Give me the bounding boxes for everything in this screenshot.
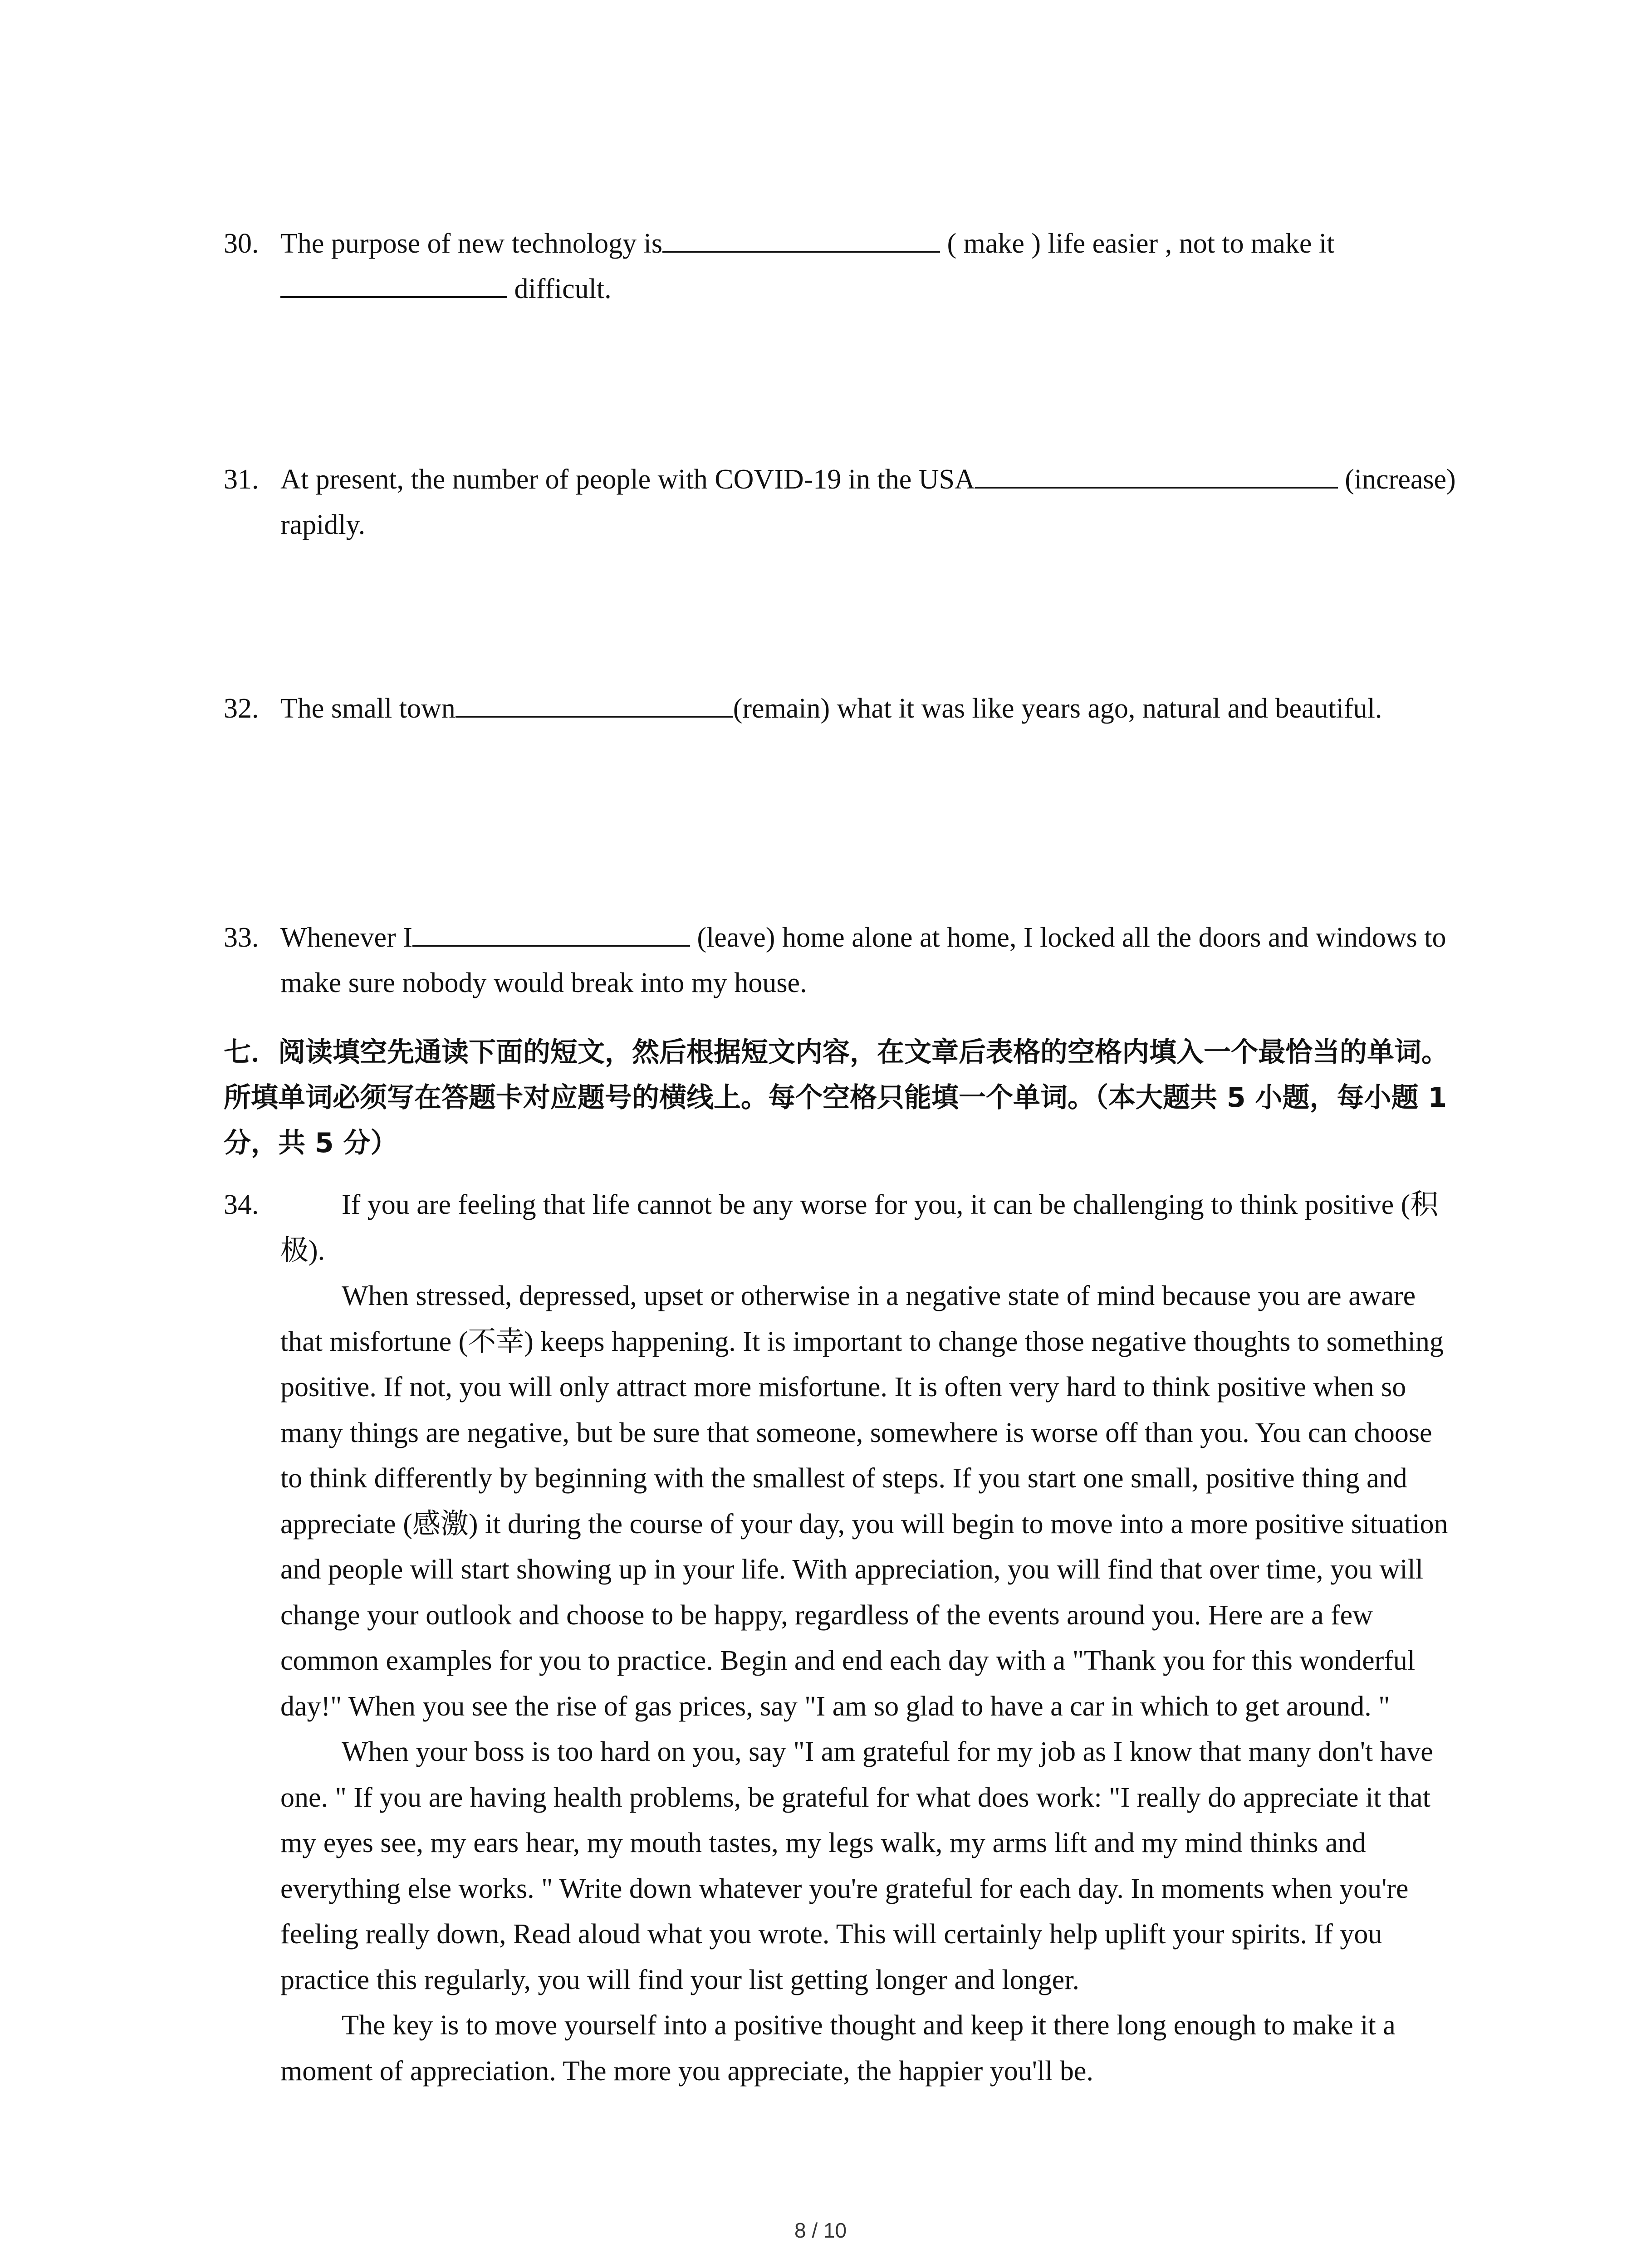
question-text: The purpose of new technology is ( make ) life easier , not to make it difficult. <box>280 221 1458 312</box>
passage-body <box>280 1182 1458 2094</box>
question-number: 30. <box>224 228 259 259</box>
question-text: Whenever I (leave) home alone at home, I locked all the doors and windows to make sure nobody would break into my house. <box>280 915 1458 1006</box>
page-number: 8 / 10 <box>794 2219 847 2242</box>
answer-blank[interactable] <box>662 223 940 253</box>
answer-blank[interactable] <box>412 917 690 947</box>
answer-blank[interactable] <box>280 268 507 298</box>
answer-blank[interactable] <box>456 688 733 718</box>
question-number: 33. <box>224 922 259 953</box>
passage-paragraph: When your boss is too hard on you, say "I am grateful for my job as I know that many don't have one. " If you are having health problems, be grateful for what does work: "I really do appreciate it that my eyes see, my ears hear, my mouth tastes, my legs walk, my arms lift and my mind thinks and everything else works. " Write down whatever you're grateful for each day. In moments when you're feeling really down, Read aloud what you wrote. This will certainly help uplift your spirits. If you practice this regularly, you will find your list getting longer and longer. <box>280 1736 1433 1995</box>
passage-paragraph: When stressed, depressed, upset or otherwise in a negative state of mind because you are aware that misfortune (不幸) keeps happening. It is important to change those negative thoughts to something positive. If not, you will only attract more misfortune. It is often very hard to think positive when so many things are negative, but be sure that someone, somewhere is worse off than you. You can choose to think differently by beginning with the smallest of steps. If you start one small, positive thing and appreciate (感激) it during the course of your day, you will begin to move into a more positive situation and people will start showing up in your life. With appreciation, you will find that over time, you will change your outlook and choose to be happy, regardless of the events around you. Here are a few common examples for you to practice. Begin and end each day with a "Thank you for this wonderful day!" When you see the rise of gas prices, say "I am so glad to have a car in which to get around. " <box>280 1281 1448 1722</box>
passage-paragraph: The key is to move yourself into a positive thought and keep it there long enough to make it a moment of appreciation. The more you appreciate, the happier you'll be. <box>280 2010 1396 2087</box>
question-number: 34. <box>224 1189 259 1220</box>
question-number: 31. <box>224 464 259 495</box>
question-31 <box>224 457 1458 547</box>
passage-paragraph: If you are feeling that life cannot be any worse for you, it can be challenging to think positive (积极). <box>280 1189 1439 1266</box>
answer-blank[interactable] <box>975 459 1338 489</box>
reading-passage <box>224 1182 1458 2094</box>
question-number: 32. <box>224 693 259 724</box>
question-30 <box>224 221 1458 312</box>
question-32 <box>224 686 1458 731</box>
question-text: At present, the number of people with COVID-19 in the USA (increase) rapidly. <box>280 457 1458 547</box>
question-33 <box>224 915 1458 1006</box>
question-text: The small town (remain) what it was like years ago, natural and beautiful. <box>280 686 1458 731</box>
section-heading: 七．阅读填空先通读下面的短文，然后根据短文内容，在文章后表格的空格内填入一个最恰当的单词。所填单词必须写在答题卡对应题号的横线上。每个空格只能填一个单词。（本大题共 5 小题，每小题 1 分，共 5 分） <box>224 1036 1449 1159</box>
